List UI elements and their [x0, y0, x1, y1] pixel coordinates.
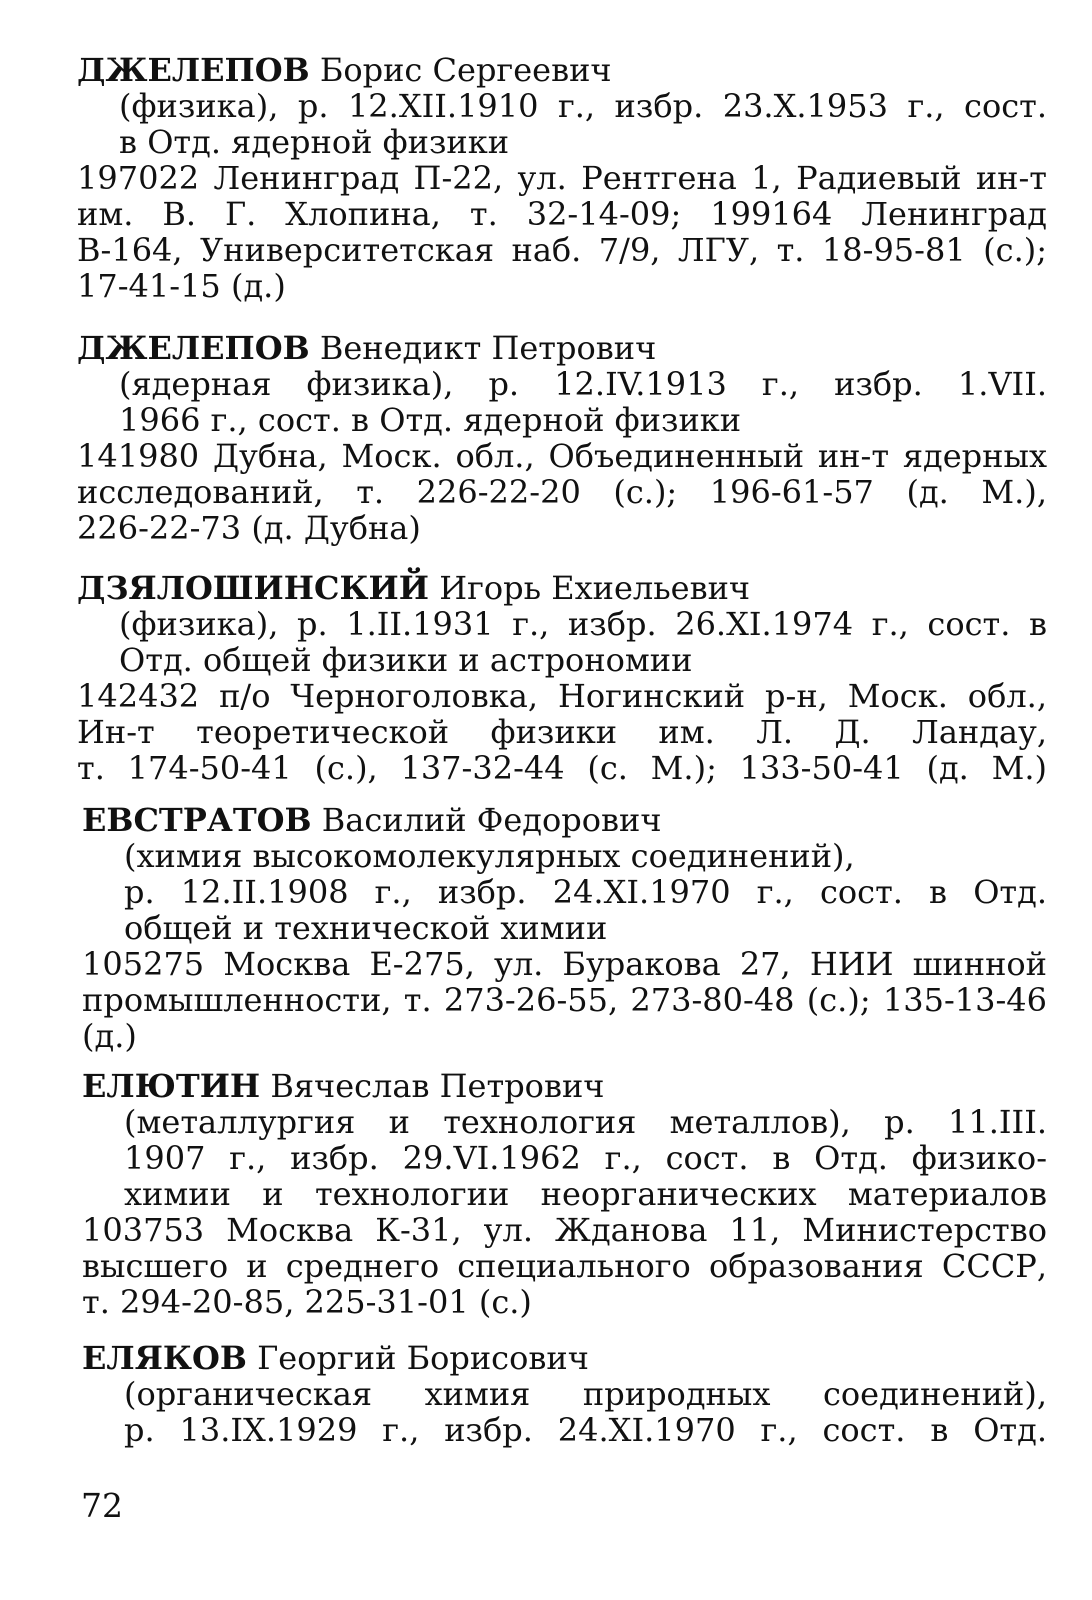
entry-info-line: 1966 г., сост. в Отд. ядерной физики — [119, 401, 742, 439]
entry-info-line: в Отд. ядерной физики — [119, 123, 510, 161]
entry-surname: ЕЛЯКОВ — [82, 1339, 247, 1377]
entry-info-line: (химия высокомолекулярных соединений), — [124, 837, 855, 875]
entry-surname: ДЖЕЛЕПОВ — [77, 329, 310, 367]
entry-surname: ЕЛЮТИН — [82, 1067, 261, 1105]
entry-info-line: Отд. общей физики и астрономии — [119, 641, 693, 679]
entry-dzyaloshinsky-igor — [77, 570, 1047, 786]
entry-given-names: Георгий Борисович — [257, 1339, 589, 1377]
entry-elyakov-georgy — [82, 1340, 1047, 1448]
entry-dzhelepov-venedikt — [77, 330, 1047, 546]
entry-surname: ДЗЯЛОШИНСКИЙ — [77, 569, 430, 607]
entry-surname: ДЖЕЛЕПОВ — [77, 51, 310, 89]
entry-info-line: общей и технической химии — [124, 909, 608, 947]
entry-info-line: химии и технологии неорганических материалов — [124, 1176, 1047, 1212]
entry-address-line: В-164, Университетская наб. 7/9, ЛГУ, т. 18-95-81 (с.); — [77, 232, 1047, 268]
entry-surname: ЕВСТРАТОВ — [82, 801, 312, 839]
entry-given-names: Игорь Ехиельевич — [439, 569, 751, 607]
entry-heading — [82, 1340, 1047, 1376]
entry-evstratov-vasily — [82, 802, 1047, 1054]
entry-address-line: Ин-т теоретической физики им. Л. Д. Ландау, — [77, 714, 1047, 750]
entry-info-line: (органическая химия природных соединений), — [124, 1376, 1047, 1412]
entry-address-line: 103753 Москва К-31, ул. Жданова 11, Министерство — [82, 1212, 1047, 1248]
entry-given-names: Василий Федорович — [321, 801, 662, 839]
entry-heading — [82, 802, 1047, 838]
entry-address-line: 142432 п/о Черноголовка, Ногинский р-н, Моск. обл., — [77, 678, 1047, 714]
entry-address-line: 105275 Москва Е-275, ул. Буракова 27, НИИ шинной — [82, 946, 1047, 982]
entry-address-line: 197022 Ленинград П-22, ул. Рентгена 1, Радиевый ин-т — [77, 160, 1047, 196]
entry-address-line: 226-22-73 (д. Дубна) — [77, 509, 421, 547]
entry-address-line: т. 174-50-41 (с.), 137-32-44 (с. М.); 133-50-41 (д. М.) — [77, 750, 1047, 786]
entry-info-line: (физика), р. 12.XII.1910 г., избр. 23.X.1953 г., сост. — [119, 88, 1047, 124]
entry-address-line: им. В. Г. Хлопина, т. 32-14-09; 199164 Ленинград — [77, 196, 1047, 232]
entry-address-line: промышленности, т. 273-26-55, 273-80-48 (с.); 135-13-46 — [82, 982, 1047, 1018]
entry-heading — [77, 570, 1047, 606]
entry-info-line: р. 12.II.1908 г., избр. 24.XI.1970 г., сост. в Отд. — [124, 874, 1047, 910]
entry-address-line: т. 294-20-85, 225-31-01 (с.) — [82, 1283, 532, 1321]
entry-dzhelepov-boris — [77, 52, 1047, 304]
entry-address-line: высшего и среднего специального образования СССР, — [82, 1248, 1047, 1284]
entry-heading — [82, 1068, 1047, 1104]
entry-address-line: исследований, т. 226-22-20 (с.); 196-61-57 (д. М.), — [77, 474, 1047, 510]
entry-info-line: (ядерная физика), р. 12.IV.1913 г., избр. 1.VII. — [119, 366, 1047, 402]
entry-given-names: Борис Сергеевич — [319, 51, 612, 89]
entry-info-line: р. 13.IX.1929 г., избр. 24.XI.1970 г., сост. в Отд. — [124, 1412, 1047, 1448]
entry-heading — [77, 52, 1047, 88]
entry-address-line: 17-41-15 (д.) — [77, 267, 286, 305]
entry-info-line: 1907 г., избр. 29.VI.1962 г., сост. в Отд. физико- — [124, 1140, 1047, 1176]
entry-elyutin-vyacheslav — [82, 1068, 1047, 1320]
entry-heading — [77, 330, 1047, 366]
entry-given-names: Венедикт Петрович — [319, 329, 657, 367]
entry-info-line: (физика), р. 1.II.1931 г., избр. 26.XI.1974 г., сост. в — [119, 606, 1047, 642]
entry-given-names: Вячеслав Петрович — [270, 1067, 605, 1105]
page-number: 72 — [81, 1486, 123, 1525]
entry-info-line: (металлургия и технология металлов), р. 11.III. — [124, 1104, 1047, 1140]
entry-address-line: (д.) — [82, 1017, 137, 1055]
entry-address-line: 141980 Дубна, Моск. обл., Объединенный ин-т ядерных — [77, 438, 1047, 474]
